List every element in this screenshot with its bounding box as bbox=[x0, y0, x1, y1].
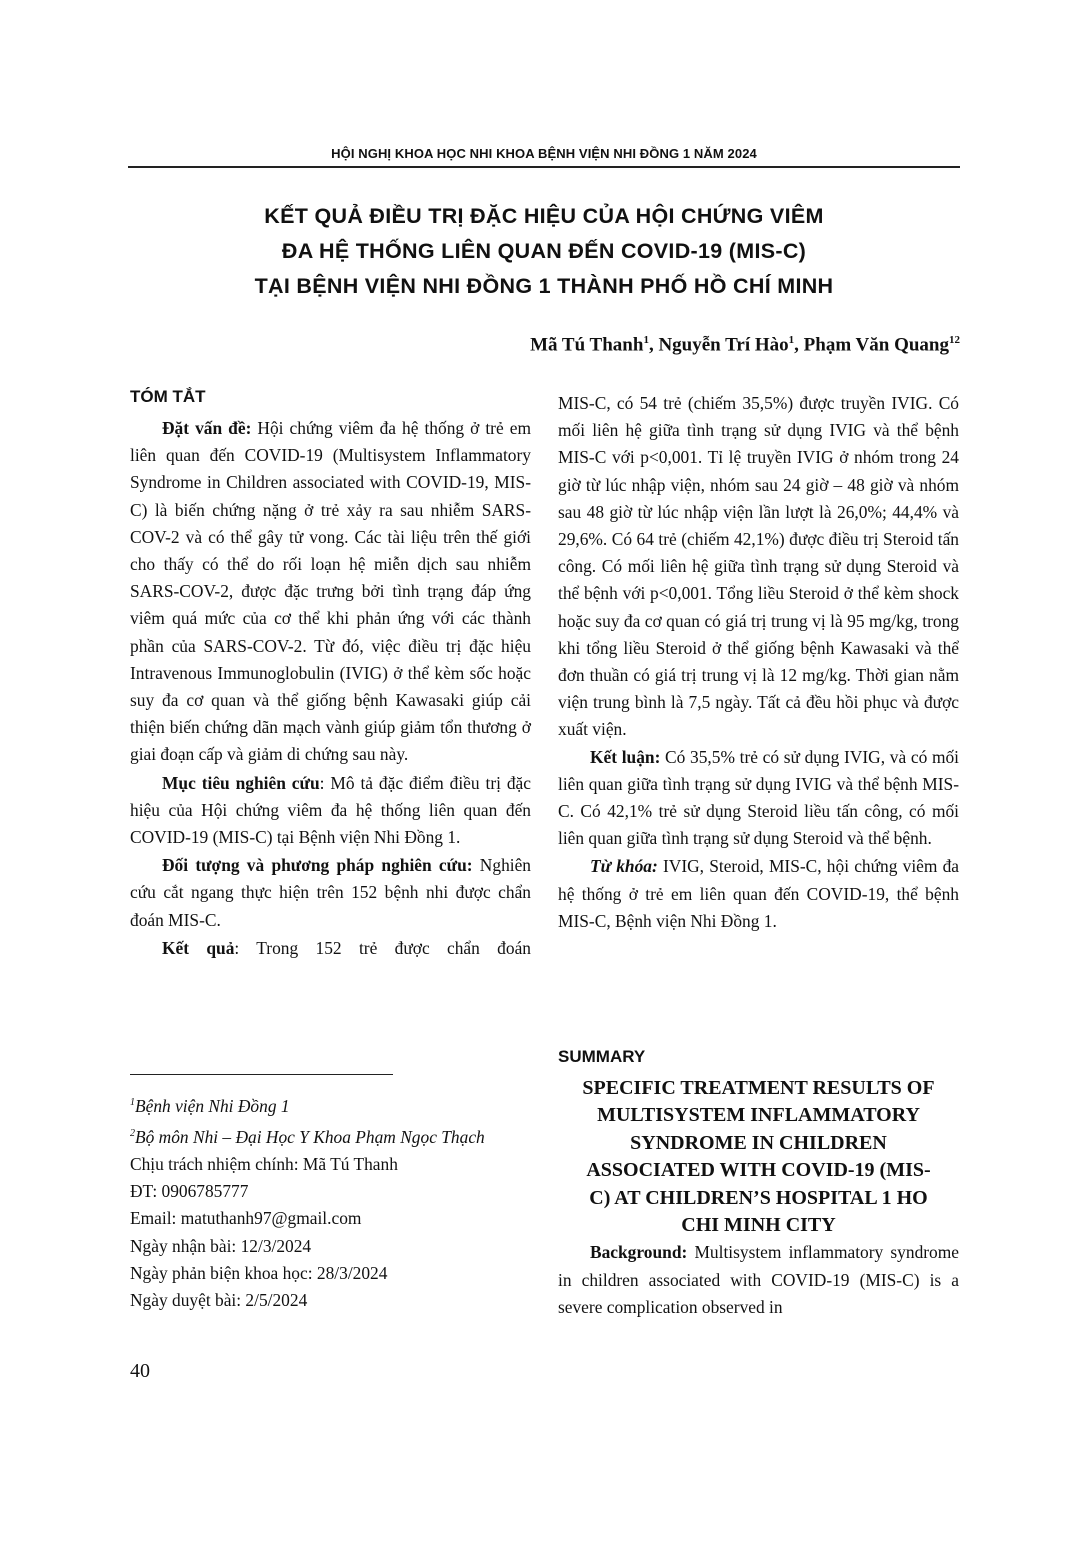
abstract-results-start bbox=[130, 935, 531, 962]
abstract-objective bbox=[130, 770, 531, 852]
keywords-label: Từ khóa: bbox=[590, 856, 658, 877]
results-label: Kết quả bbox=[162, 937, 235, 958]
keywords-text: IVIG, Steroid, MIS-C, hội chứng viêm đa hệ thống ở trẻ em liên quan đến COVID-19, thể bệnh MIS-C, Bệnh viện Nhi Đồng 1. bbox=[558, 856, 959, 931]
author-name: Mã Tú Thanh bbox=[530, 334, 644, 356]
right-column bbox=[558, 390, 959, 935]
author-separator: , bbox=[648, 334, 659, 356]
abstract-keywords bbox=[558, 853, 959, 935]
author-name: Phạm Văn Quang bbox=[803, 334, 949, 356]
objective-text: : Mô tả đặc điểm điều trị đặc hiệu của Hội chứng viêm đa hệ thống liên quan đến COVID-19 (MIS-C) tại Bệnh viện Nhi Đồng 1. bbox=[130, 772, 531, 848]
en-background-label: Background: bbox=[590, 1242, 688, 1263]
title-line: ĐA HỆ THỐNG LIÊN QUAN ĐẾN COVID-19 (MIS-C) bbox=[281, 239, 807, 263]
en-title-line: C) AT CHILDREN’S HOSPITAL 1 HO bbox=[589, 1186, 928, 1209]
title-line: KẾT QUẢ ĐIỀU TRỊ ĐẶC HIỆU CỦA HỘI CHỨNG VIÊM bbox=[264, 204, 824, 228]
author-list bbox=[530, 334, 960, 356]
abstract-heading: TÓM TẮT bbox=[130, 387, 206, 406]
abstract-conclusion bbox=[558, 744, 959, 853]
en-title-line: SPECIFIC TREATMENT RESULTS OF bbox=[582, 1077, 935, 1099]
footnotes bbox=[130, 1089, 531, 1314]
en-title-line: MULTISYSTEM INFLAMMATORY bbox=[597, 1104, 920, 1127]
email: Email: matuthanh97@gmail.com bbox=[130, 1208, 362, 1229]
affiliation-mark: 2 bbox=[130, 1128, 135, 1139]
date-reviewed: Ngày phản biện khoa học: 28/3/2024 bbox=[130, 1262, 388, 1283]
author-name: Nguyễn Trí Hào bbox=[658, 334, 789, 356]
conclusion-label: Kết luận: bbox=[590, 746, 661, 767]
en-title-line: SYNDROME IN CHILDREN bbox=[630, 1131, 887, 1154]
corresponding-author: Chịu trách nhiệm chính: Mã Tú Thanh bbox=[130, 1154, 398, 1174]
methods-label: Đối tượng và phương pháp nghiên cứu: bbox=[162, 855, 473, 876]
background-label: Đặt vấn đề: bbox=[162, 418, 252, 438]
affiliation-text: Bộ môn Nhi – Đại Học Y Khoa Phạm Ngọc Thạch bbox=[135, 1126, 485, 1147]
results-text-start: : Trong 152 trẻ được chẩn đoán bbox=[234, 937, 531, 958]
en-title-line: ASSOCIATED WITH COVID-19 (MIS- bbox=[586, 1159, 931, 1182]
title-line: TẠI BỆNH VIỆN NHI ĐỒNG 1 THÀNH PHỐ HỒ CHÍ MINH bbox=[254, 274, 834, 298]
phone: ĐT: 0906785777 bbox=[130, 1181, 249, 1202]
summary-block bbox=[558, 1044, 959, 1321]
affiliation-2 bbox=[130, 1120, 531, 1151]
article-title-vi bbox=[128, 199, 960, 304]
background-text: Hội chứng viêm đa hệ thống ở trẻ em liên quan đến COVID-19 (Multisystem Inflammatory Syndrome in Children associated with COVID-19, MIS-C) là biến chứng nặng ở trẻ xảy ra sau nhiễm SARS-COV-2 và có thể gây tử vong. Các tài liệu trên thế giới cho thấy có thể do rối loạn hệ miễn dịch sau nhiễm SARS-COV-2, được đặc trưng bởi tình trạng đáp ứng viêm quá mức của cơ thể khi phản ứng với các thành phần của SARS-COV-2. Từ đó, việc điều trị đặc hiệu Intravenous Immunoglobulin (IVIG) ở thể kèm sốc hoặc suy đa cơ quan và thể giống bệnh Kawasaki giúp cải thiện biến chứng dãn mạch vành giúp giảm tổn thương ở giai đoạn cấp và giảm di chứng sau này. bbox=[130, 418, 531, 765]
abstract-methods bbox=[130, 852, 531, 934]
affiliation-text: Bệnh viện Nhi Đồng 1 bbox=[135, 1095, 290, 1116]
summary-heading: SUMMARY bbox=[558, 1047, 646, 1066]
author-affiliation-mark: 1 bbox=[643, 334, 649, 346]
date-accepted: Ngày duyệt bài: 2/5/2024 bbox=[130, 1290, 308, 1311]
summary-background bbox=[558, 1239, 959, 1321]
header-rule bbox=[128, 166, 960, 168]
abstract-results-continued: MIS-C, có 54 trẻ (chiếm 35,5%) được truyền IVIG. Có mối liên hệ giữa tình trạng sử dụng IVIG và thể bệnh MIS-C với p<0,001. Tỉ lệ truyền IVIG ở nhóm trong 24 giờ từ lúc nhập viện, nhóm sau 24 giờ – 48 giờ và nhóm sau 48 giờ từ lúc nhập viện lần lượt là 26,0%; 44,4% và 29,6%. Có 64 trẻ (chiếm 42,1%) được điều trị Steroid tấn công. Có mối liên hệ giữa tình trạng sử dụng Steroid và thể bệnh với p<0,001. Tổng liều Steroid ở thể kèm shock hoặc suy đa cơ quan có giá trị trung vị là 95 mg/kg, trong khi tổng liều Steroid ở thể giống bệnh Kawasaki và thể đơn thuần có giá trị trung vị là 12 mg/kg. Thời gian nằm viện trung bình là 7,5 ngày. Tất cả đều hồi phục và được xuất viện. bbox=[558, 393, 959, 740]
en-title-line: CHI MINH CITY bbox=[681, 1214, 836, 1237]
en-background-text: Multisystem inflammatory syndrome in children associated with COVID-19 (MIS-C) is a severe complication observed in bbox=[558, 1242, 959, 1317]
methods-text: Nghiên cứu cắt ngang thực hiện trên 152 bệnh nhi được chẩn đoán MIS-C. bbox=[130, 855, 532, 930]
page-number: 40 bbox=[130, 1360, 150, 1382]
conclusion-text: Có 35,5% trẻ có sử dụng IVIG, và có mối liên quan giữa tình trạng sử dụng IVIG và thể bệnh MIS-C. Có 42,1% trẻ sử dụng Steroid liều tấn công, có mối liên quan giữa tình trạng sử dụng Steroid và thể bệnh. bbox=[558, 746, 959, 849]
running-header: HỘI NGHỊ KHOA HỌC NHI KHOA BỆNH VIỆN NHI ĐỒNG 1 NĂM 2024 bbox=[331, 146, 757, 161]
author-separator: , bbox=[794, 334, 804, 356]
abstract-background bbox=[130, 415, 531, 769]
author-affiliation-mark: 12 bbox=[949, 334, 960, 346]
footnote-rule bbox=[130, 1074, 393, 1075]
affiliation-mark: 1 bbox=[130, 1097, 135, 1108]
article-title-en bbox=[558, 1075, 959, 1239]
date-received: Ngày nhận bài: 12/3/2024 bbox=[130, 1235, 312, 1256]
affiliation-1 bbox=[130, 1089, 531, 1120]
objective-label: Mục tiêu nghiên cứu bbox=[162, 772, 320, 793]
author-affiliation-mark: 1 bbox=[788, 334, 795, 346]
left-column bbox=[130, 384, 531, 962]
